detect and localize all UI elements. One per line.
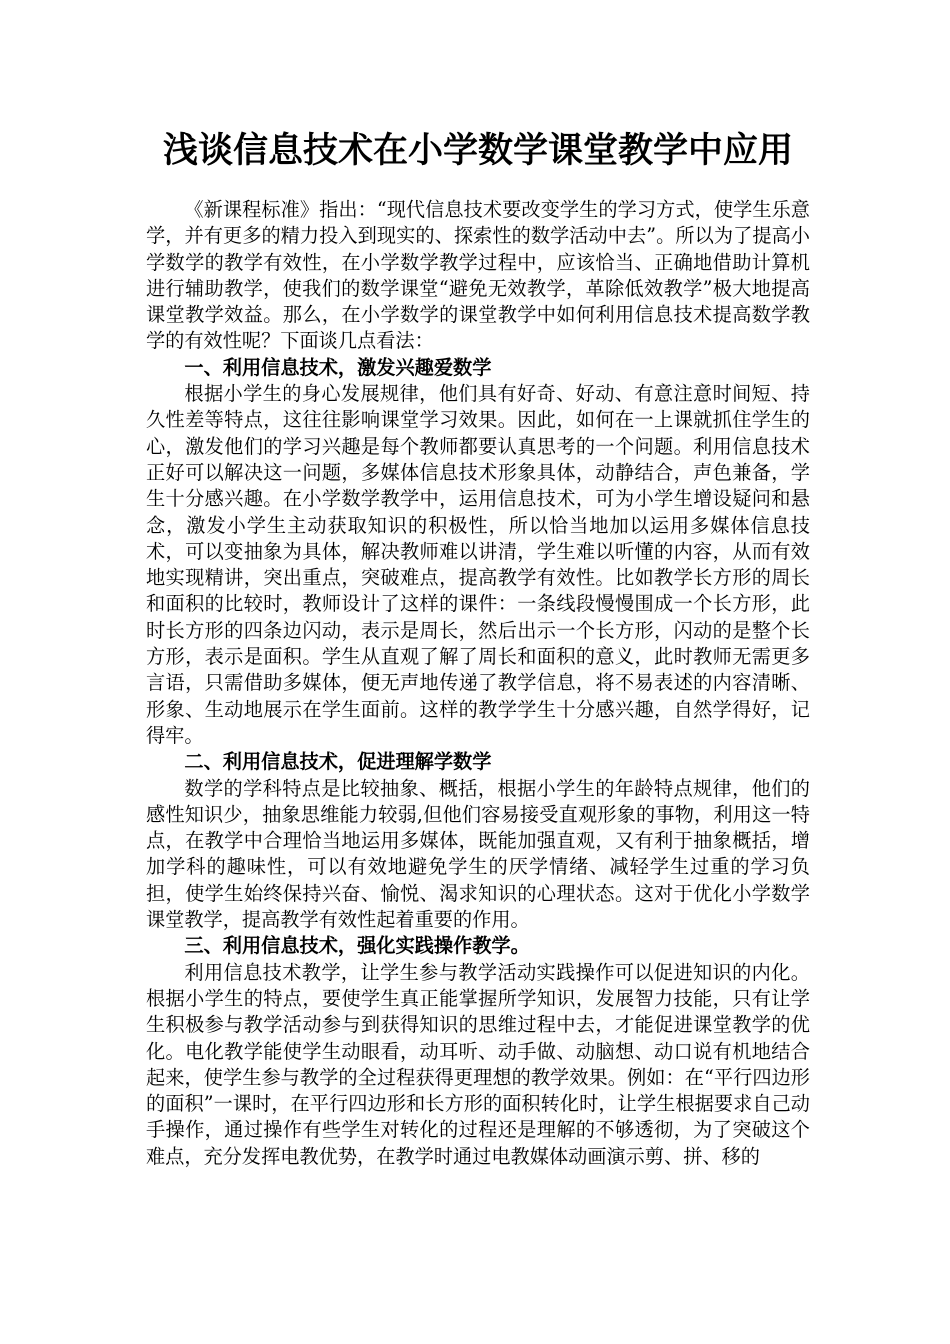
intro-paragraph: 《新课程标准》指出：“现代信息技术要改变学生的学习方式，使学生乐意学，并有更多的精力投入到现实的、探索性的数学活动中去”。所以为了提高小学数学的教学有效性，在小学数学教学过程中，应该恰当、正确地借助计算机进行辅助教学，使我们的数学课堂“避免无效教学，革除低效教学”极大地提高课堂教学效益。那么，在小学数学的课堂教学中如何利用信息技术提高数学教学的有效性呢？下面谈几点看法： [146,198,810,353]
section-3-heading: 三、利用信息技术，强化实践操作教学。 [184,934,530,958]
section-2-paragraph: 数学的学科特点是比较抽象、概括，根据小学生的年龄特点规律，他们的感性知识少，抽象思维能力较弱,但他们容易接受直观形象的事物，利用这一特点，在教学中合理恰当地运用多媒体，既能加强直观，又有利于抽象概括，增加学科的趣味性，可以有效地避免学生的厌学情绪、减轻学生过重的学习负担，使学生始终保持兴奋、愉悦、渴求知识的心理状态。这对于优化小学数学课堂教学，提高教学有效性起着重要的作用。 [146,776,810,932]
document-body [146,197,810,1170]
document-title: 浅谈信息技术在小学数学课堂教学中应用 [162,130,793,171]
section-1-paragraph: 根据小学生的身心发展规律，他们具有好奇、好动、有意注意时间短、持久性差等特点，这往往影响课堂学习效果。因此，如何在一上课就抓住学生的心，激发他们的学习兴趣是每个教师都要认真思考的一个问题。利用信息技术正好可以解决这一问题，多媒体信息技术形象具体，动静结合，声色兼备，学生十分感兴趣。在小学数学教学中，运用信息技术，可为小学生增设疑问和悬念，激发小学生主动获取知识的积极性，所以恰当地加以运用多媒体信息技术，可以变抽象为具体，解决教师难以讲清，学生难以听懂的内容，从而有效地实现精讲，突出重点，突破难点，提高教学有效性。比如教学长方形的周长和面积的比较时，教师设计了这样的课件：一条线段慢慢围成一个长方形，此时长方形的四条边闪动，表示是周长，然后出示一个长方形，闪动的是整个长方形，表示是面积。学生从直观了解了周长和面积的意义，此时教师无需更多言语，只需借助多媒体，便无声地传递了教学信息，将不易表述的内容清晰、形象、生动地展示在学生面前。这样的教学学生十分感兴趣，自然学得好，记得牢。 [146,382,810,747]
section-2-heading: 二、利用信息技术，促进理解学数学 [184,750,492,774]
section-3-paragraph: 利用信息技术教学，让学生参与教学活动实践操作可以促进知识的内化。根据小学生的特点，要使学生真正能掌握所学知识，发展智力技能，只有让学生积极参与教学活动参与到获得知识的思维过程中去，才能促进课堂教学的优化。电化教学能使学生动眼看，动耳听、动手做、动脑想、动口说有机地结合起来，使学生参与教学的全过程获得更理想的教学效果。例如：在“平行四边形的面积”一课时，在平行四边形和长方形的面积转化时，让学生根据要求自己动手操作，通过操作有些学生对转化的过程还是理解的不够透彻，为了突破这个难点，充分发挥电教优势，在教学时通过电教媒体动画演示剪、拼、移的 [146,960,810,1168]
document-page [146,0,810,1344]
section-1-heading: 一、利用信息技术，激发兴趣爱数学 [184,355,492,379]
